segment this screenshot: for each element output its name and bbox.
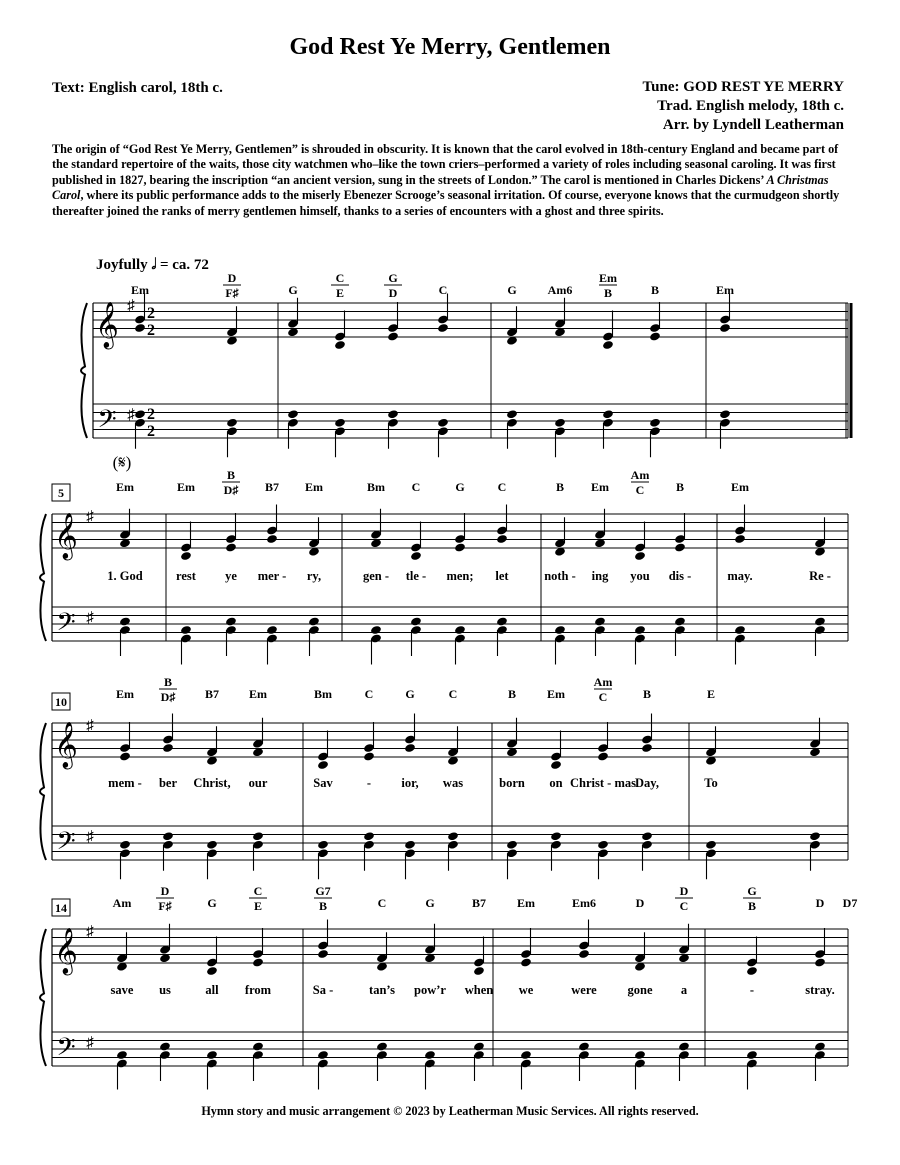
lyric-syllable: tle - [405,569,427,583]
time-signature-bottom: 2 [147,322,155,339]
lyric-syllable: To [704,776,718,790]
brace-icon [40,514,46,641]
key-sharp-icon: ♯ [127,407,135,423]
key-sharp-icon: ♯ [86,829,94,845]
segno-sign: (𝄋) [112,453,132,472]
note-head [674,542,686,552]
note-head [410,551,422,561]
copyright-notice: Hymn story and music arrangement © 2023 by Leatherman Music Services. All rights reserved. [201,1104,699,1118]
note-head [387,331,399,341]
chord-symbol: C [364,687,374,701]
key-sharp-icon: ♯ [86,509,94,525]
lyric-syllable: were [571,983,597,997]
note-head [550,760,562,770]
key-sharp-icon: ♯ [86,718,94,734]
note-head [180,625,192,635]
chord-symbol: Em [116,480,134,494]
lyric-syllable: us [159,983,171,997]
note-head [454,625,466,635]
lyric-syllable: mer - [257,569,287,583]
lyric-syllable: ber [158,776,178,790]
time-signature-top: 2 [147,406,155,423]
chord-symbol: D7 [842,896,858,910]
note-head [641,743,653,753]
chord-symbol: Bm [367,480,385,494]
lyric-syllable: on [549,776,563,790]
chord-symbol: B [642,687,652,701]
chord-symbol: G7 [315,884,331,898]
key-sharp-icon: ♯ [86,1035,94,1051]
chord-symbol: G [507,283,517,297]
lyric-syllable: pow’r [414,983,446,997]
lyric-syllable: let [495,569,509,583]
text-credit: Text: English carol, 18th c. [52,80,223,96]
note-head [404,840,416,850]
note-head [317,760,329,770]
note-head [496,616,508,626]
note-head [370,625,382,635]
time-signature-top: 2 [147,305,155,322]
chord-bass: B [603,286,613,300]
chord-bass: C [635,483,645,497]
chord-bass: D [388,286,398,300]
note-head [376,1041,388,1051]
tempo-value: = ca. 72 [159,257,209,273]
note-head [266,625,278,635]
chord-symbol: G [207,896,217,910]
lyric-syllable: ye [225,569,237,583]
chord-symbol: G [455,480,465,494]
treble-clef-icon: 𝄞 [54,722,78,767]
chord-symbol: B [507,687,517,701]
lyric-syllable: ior, [401,776,419,790]
note-head [134,409,146,419]
note-head [594,616,606,626]
note-head [674,616,686,626]
chord-symbol: Em [731,480,749,494]
lyric-syllable: dis - [668,569,692,583]
chord-symbol: D [815,896,825,910]
chord-symbol: G [747,884,757,898]
bass-clef-icon: 𝄢 [56,828,76,861]
chord-symbol: D [227,271,237,285]
note-head [734,625,746,635]
note-head [159,1041,171,1051]
note-head [719,409,731,419]
chord-symbol: B7 [264,480,280,494]
note-head [266,534,278,544]
lyric-syllable: Christ, [193,776,231,790]
measure-number: 5 [58,486,64,500]
note-head [496,534,508,544]
note-head [506,840,518,850]
note-head [387,409,399,419]
note-head [437,418,449,428]
chord-symbol: B [555,480,565,494]
chord-symbol: Am [630,468,650,482]
note-head [809,831,821,841]
note-head [317,949,329,959]
story-part-1: The origin of “God Rest Ye Merry, Gentlemen” is shrouded in obscurity. It is known that the carol evolved in 18th-century England and became part of the standard repertoire of the waits, those city watchmen who–like the town criers–performed a variety of roles including seasonal caroling. It was first published in 1827, bearing the inscription “an ancient version, sung in the streets of London.” The carol is mentioned in Charles Dickens’ [52,142,839,187]
chord-symbol: C [335,271,345,285]
note-head [634,1050,646,1060]
arranger-credit: Arr. by Lyndell Leatherman [662,117,844,133]
lyric-syllable: gone [627,983,653,997]
lyric-syllable: rest [176,569,196,583]
chord-symbol: Em [249,687,267,701]
lyric-syllable: Christ - mas [570,776,636,790]
note-head [554,625,566,635]
lyric-syllable: a [680,983,688,997]
note-head [602,409,614,419]
note-head [119,751,131,761]
chord-symbol: Em [177,480,195,494]
note-head [814,616,826,626]
chord-bass: C [598,690,608,704]
chord-symbol: Em6 [572,896,596,910]
chord-bass: F♯ [225,286,239,300]
note-head [287,409,299,419]
chord-symbol: C [253,884,263,898]
note-head [363,831,375,841]
lyric-syllable: Day, [635,776,659,790]
half-note-icon: 𝅗𝅥 [151,257,157,273]
chord-symbol: G [388,271,398,285]
key-sharp-icon: ♯ [86,610,94,626]
note-head [437,323,449,333]
story-part-2: , where its public performance adds to the miserly Ebenezer Scrooge’s seasonal irritation. Of course, everyone knows that the curmudgeon shortly thereafter joined the ranks of merry gentlemen himself, thanks to a series of encounters with a ghost and three spirits. [52,188,840,218]
chord-bass: B [318,899,328,913]
lyric-syllable: born [499,776,525,790]
measure-number: 10 [55,695,67,709]
chord-symbol: C [377,896,387,910]
chord-symbol: Am [112,896,132,910]
note-head [225,616,237,626]
lyric-syllable: 1. God [107,569,143,583]
note-head [317,840,329,850]
note-head [162,743,174,753]
chord-symbol: Em [591,480,609,494]
chord-bass: F♯ [158,899,172,913]
tune-credit: Tune: GOD REST YE MERRY [642,79,844,95]
note-head [206,840,218,850]
chord-symbol: D [160,884,170,898]
lyric-syllable: - [749,983,755,997]
chord-symbol: Em [547,687,565,701]
note-head [649,331,661,341]
bass-clef-icon: 𝄢 [97,406,117,439]
chord-symbol: B [226,468,236,482]
note-head [404,743,416,753]
note-head [649,418,661,428]
note-head [119,616,131,626]
chord-symbol: C [497,480,507,494]
lyric-syllable: - [366,776,372,790]
key-sharp-icon: ♯ [86,924,94,940]
note-head [634,551,646,561]
note-head [597,751,609,761]
note-head [206,966,218,976]
note-head [602,340,614,350]
chord-symbol: Em [716,283,734,297]
lyric-syllable: stray. [805,983,835,997]
chord-symbol: Em [116,687,134,701]
note-head [678,1041,690,1051]
note-head [252,1041,264,1051]
note-head [225,542,237,552]
page-title: God Rest Ye Merry, Gentlemen [289,34,611,60]
note-head [814,957,826,967]
chord-symbol: Em [305,480,323,494]
note-head [252,831,264,841]
note-head [719,323,731,333]
lyric-syllable: Sav [313,776,333,790]
note-head [746,1050,758,1060]
bass-clef-icon: 𝄢 [56,1034,76,1067]
lyric-syllable: save [110,983,134,997]
chord-bass: D♯ [223,483,239,497]
lyric-syllable: gen - [362,569,390,583]
note-head [206,1050,218,1060]
lyric-syllable: ing [591,569,609,583]
lyric-syllable: you [630,569,650,583]
lyric-syllable: from [244,983,272,997]
lyric-syllable: tan’s [369,983,395,997]
note-head [334,340,346,350]
note-head [308,616,320,626]
note-head [363,751,375,761]
note-head [550,831,562,841]
note-head [520,957,532,967]
treble-clef-icon: 𝄞 [95,302,119,347]
note-head [226,418,238,428]
chord-bass: C [679,899,689,913]
time-signature-bottom: 2 [147,423,155,440]
note-head [814,1041,826,1051]
tempo-word: Joyfully [96,257,148,273]
lyric-syllable: mem - [108,776,142,790]
chord-symbol: Em [599,271,617,285]
chord-symbol: D [635,896,645,910]
chord-bass: D♯ [160,690,176,704]
note-head [317,1050,329,1060]
chord-symbol: B7 [471,896,487,910]
lyric-syllable: men; [446,569,474,583]
note-head [734,534,746,544]
lyric-syllable: was [442,776,464,790]
chord-symbol: C [438,283,448,297]
chord-symbol: Am [593,675,613,689]
bass-clef-icon: 𝄢 [56,609,76,642]
note-head [554,418,566,428]
chord-symbol: Am6 [547,283,573,297]
note-head [454,542,466,552]
chord-symbol: B [650,283,660,297]
chord-symbol: B [675,480,685,494]
note-head [578,1041,590,1051]
lyric-syllable: when [464,983,494,997]
chord-symbol: D [679,884,689,898]
chord-symbol: G [425,896,435,910]
note-head [180,551,192,561]
story-book-title: A Christmas Carol [52,172,829,203]
note-head [116,1050,128,1060]
lyric-syllable: all [205,983,219,997]
chord-symbol: B [163,675,173,689]
brace-icon [40,723,46,860]
note-head [705,840,717,850]
chord-bass: E [335,286,345,300]
note-head [520,1050,532,1060]
lyric-syllable: noth - [544,569,576,583]
note-head [252,957,264,967]
note-head [641,831,653,841]
measure-number: 14 [55,901,67,915]
lyric-syllable: Re - [809,569,831,583]
chord-bass: B [747,899,757,913]
chord-symbol: C [411,480,421,494]
chord-symbol: C [448,687,458,701]
brace-icon [40,929,46,1066]
chord-symbol: G [288,283,298,297]
lyric-syllable: ry, [306,569,322,583]
chord-symbol: G [405,687,415,701]
chord-symbol: Em [517,896,535,910]
chord-symbol: E [706,687,716,701]
note-head [746,966,758,976]
lyric-syllable: we [518,983,534,997]
chord-symbol: Bm [314,687,332,701]
brace-icon [81,303,87,438]
note-head [447,831,459,841]
melody-credit: Trad. English melody, 18th c. [657,98,844,114]
chord-bass: E [253,899,263,913]
note-head [597,840,609,850]
note-head [410,616,422,626]
treble-clef-icon: 𝄞 [54,513,78,558]
key-sharp-icon: ♯ [127,298,135,314]
note-head [119,840,131,850]
treble-clef-icon: 𝄞 [54,928,78,973]
note-head [134,323,146,333]
chord-symbol: Em [131,283,149,297]
note-head [634,625,646,635]
lyric-syllable: Sa - [312,983,334,997]
lyric-syllable: our [248,776,268,790]
chord-symbol: B7 [204,687,220,701]
note-head [473,966,485,976]
lyric-syllable: may. [727,569,753,583]
note-head [162,831,174,841]
note-head [506,409,518,419]
note-head [473,1041,485,1051]
note-head [424,1050,436,1060]
note-head [334,418,346,428]
note-head [578,949,590,959]
